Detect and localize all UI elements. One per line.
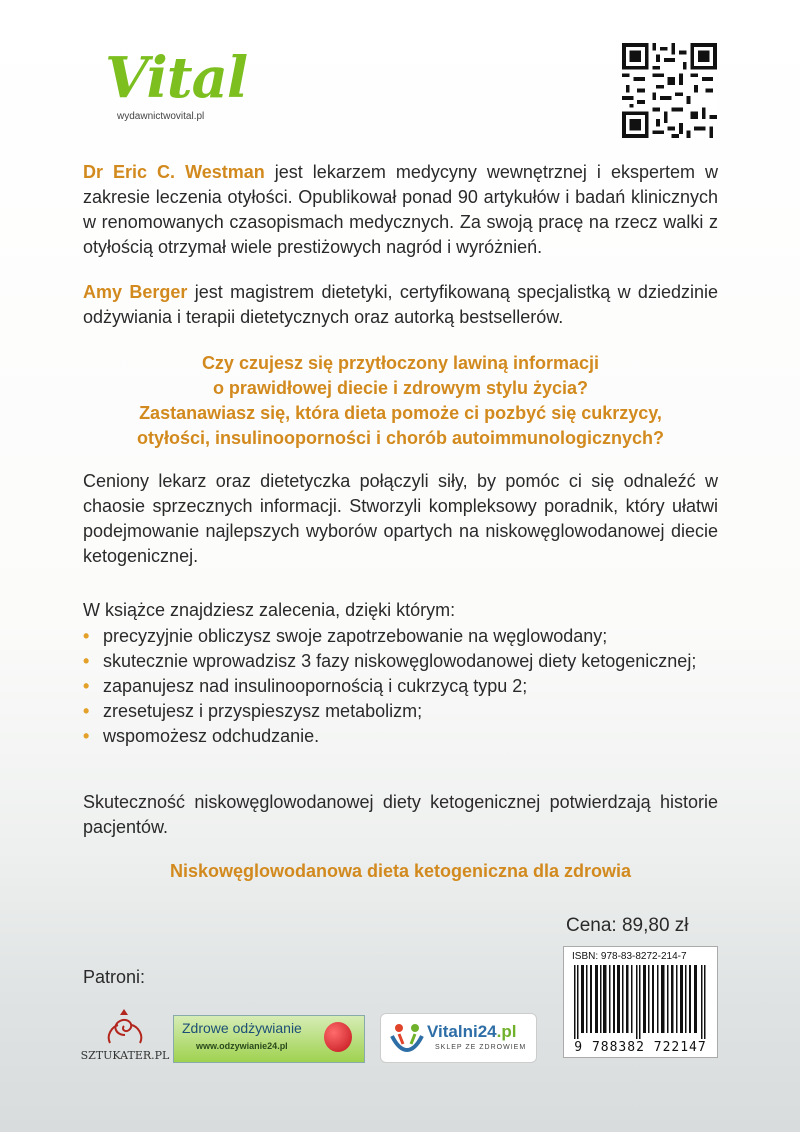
price: Cena: 89,80 zł — [566, 915, 689, 936]
isbn-number: ISBN: 978-83-8272-214-7 — [572, 951, 687, 962]
barcode — [568, 965, 712, 1039]
list-item: • precyzyjnie obliczysz swoje zapotrzebowanie na węglowodany; — [83, 624, 718, 649]
headline-line: Czy czujesz się przytłoczony lawiną informacji — [201, 353, 600, 373]
author1-paragraph — [83, 160, 718, 260]
qr-code — [622, 43, 717, 138]
logo-url: wydawnictwovital.pl — [117, 111, 205, 122]
headline-line: o prawidłowej diecie i zdrowym stylu życia? — [212, 378, 589, 398]
list-item: • zapanujesz nad insulinoopornością i cukrzycą typu 2; — [83, 674, 718, 699]
bullet-icon: • — [83, 651, 90, 671]
bullet-icon: • — [83, 626, 90, 646]
people-icon — [389, 1020, 425, 1056]
author2-bio: jest magistrem dietetyki, certyfikowaną specjalistką w dziedzinie odżywiania i terapii dietetycznych oraz autorką bestsellerów. — [83, 282, 718, 327]
apple-icon — [324, 1022, 352, 1052]
author1-name: Dr Eric C. Westman — [83, 162, 265, 182]
tagline: Niskowęglowodanowa dieta ketogeniczna dla zdrowia — [169, 861, 632, 881]
headline-line: Zastanawiasz się, która dieta pomoże ci pozbyć się cukrzycy, — [139, 403, 662, 423]
author2-paragraph — [83, 280, 718, 330]
ean-number: 9 788382 722147 — [574, 1040, 707, 1055]
odzywianie-url: www.odzywianie24.pl — [196, 1041, 288, 1051]
body-paragraph-1: Ceniony lekarz oraz dietetyczka połączyli siły, by pomóc ci się odnaleźć w chaosie sprzecznych informacji. Stworzyli kompleksowy poradnik, który ułatwi podejmowanie najlepszych wyborów opartych na niskowęglowodanowej diecie ketogenicznej. — [83, 471, 718, 566]
sztukater-logo — [80, 1005, 170, 1065]
list-item: • skutecznie wprowadzisz 3 fazy niskowęglowodanowej diety ketogenicznej; — [83, 649, 718, 674]
vitalni24-title: Vitalni24.pl — [427, 1022, 517, 1041]
bullet-icon: • — [83, 676, 90, 696]
vitalni24-logo — [380, 1013, 537, 1063]
body-paragraph-2: Skuteczność niskowęglowodanowej diety ketogenicznej potwierdzają historie pacjentów. — [83, 792, 718, 837]
list-intro: W książce znajdziesz zalecenia, dzięki którym: — [83, 600, 456, 620]
patrons-label: Patroni: — [83, 967, 146, 987]
sztukater-name: SZTUKATER.PL — [80, 1049, 170, 1062]
odzywianie-title: Zdrowe odżywianie — [182, 1020, 302, 1036]
list-item: • wspomożesz odchudzanie. — [83, 724, 718, 749]
author1-bio: jest lekarzem medycyny wewnętrznej i ekspertem w zakresie leczenia otyłości. Opublikował ponad 90 artykułów i badań klinicznych w renomowanych czasopismach medycznych. Za swoją pracę na rzecz walki z otyłością otrzymał wiele prestiżowych nagród i wyróżnień. — [83, 162, 718, 257]
odzywianie-logo — [173, 1015, 365, 1063]
headline-line: otyłości, insulinooporności i chorób autoimmunologicznych? — [136, 428, 665, 448]
vital-logo — [83, 45, 263, 135]
vitalni24-subtitle: SKLEP ZE ZDROWIEM — [435, 1044, 527, 1051]
benefits-list — [83, 624, 718, 749]
bullet-icon: • — [83, 701, 90, 721]
bullet-icon: • — [83, 726, 90, 746]
list-item: • zresetujesz i przyspieszysz metabolizm; — [83, 699, 718, 724]
isbn-barcode-box — [563, 946, 718, 1058]
author2-name: Amy Berger — [83, 282, 188, 302]
spiral-icon — [80, 1005, 170, 1049]
logo-wordmark: Vital — [105, 45, 248, 111]
